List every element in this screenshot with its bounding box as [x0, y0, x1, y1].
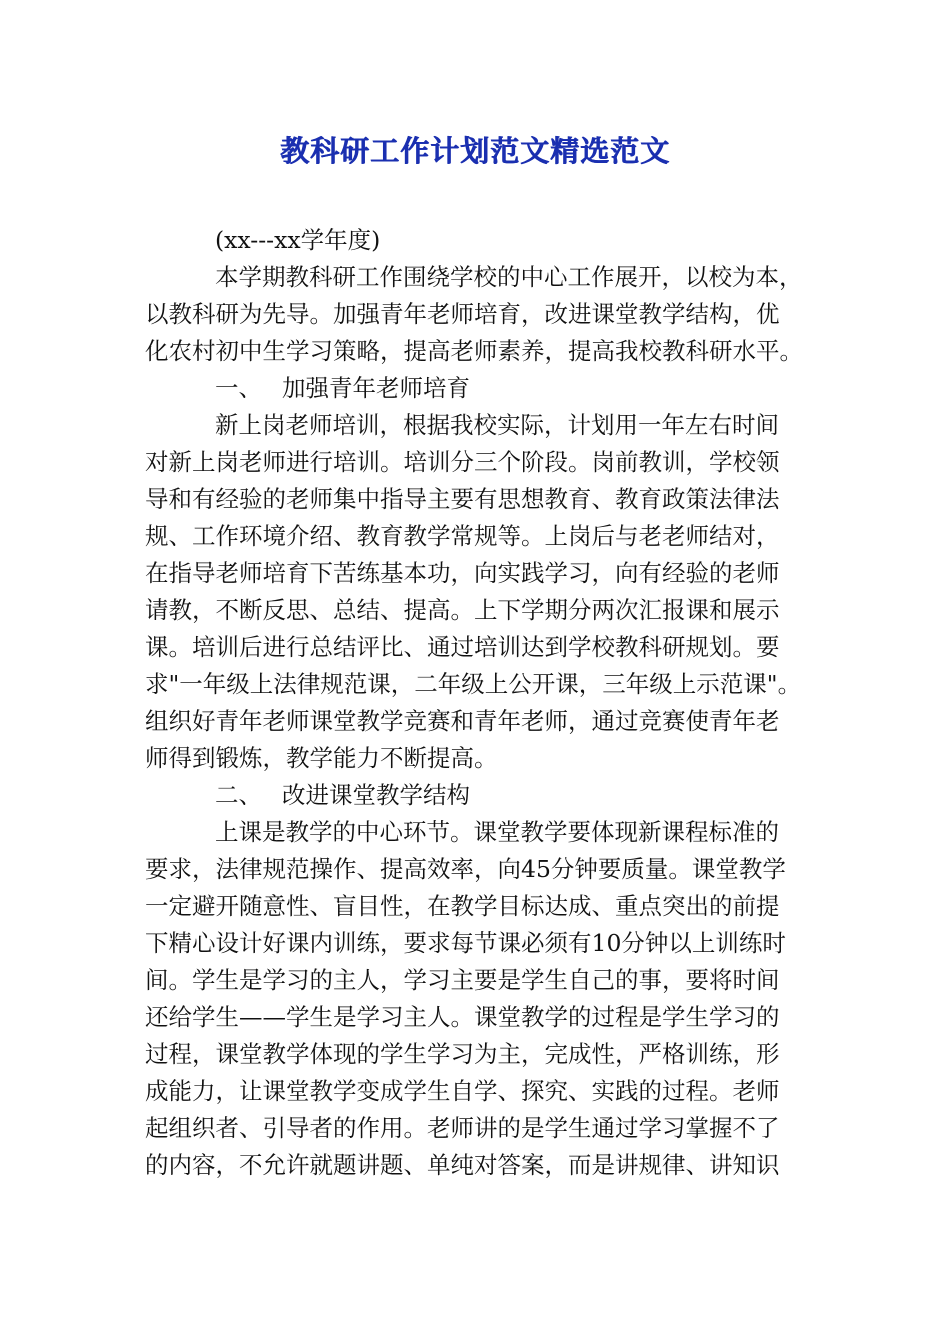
- paragraph-line: 化农村初中生学习策略，提高老师素养，提高我校教科研水平。: [145, 337, 803, 365]
- section-heading-1: [145, 370, 805, 407]
- paragraph-line: 求"一年级上法律规范课，二年级上公开课，三年级上示范课"。: [145, 670, 802, 698]
- paragraph-line: 组织好青年老师课堂教学竞赛和青年老师，通过竞赛使青年老: [145, 707, 780, 735]
- paragraph-line: 规、工作环境介绍、教育教学常规等。上岗后与老老师结对，: [145, 522, 780, 550]
- section-heading-number: 二、: [215, 781, 262, 809]
- paragraph-line: 要求，法律规范操作、提高效率，向45分钟要质量。课堂教学: [145, 855, 786, 883]
- paragraph-line: 的内容，不允许就题讲题、单纯对答案，而是讲规律、讲知识: [145, 1151, 780, 1179]
- document-body: [145, 222, 805, 1184]
- paragraph-line: 成能力，让课堂教学变成学生自学、探究、实践的过程。老师: [145, 1077, 780, 1105]
- school-year-line: (xx---xx学年度): [215, 226, 381, 254]
- document-title: 教科研工作计划范文精选范文: [279, 134, 670, 168]
- paragraph-line: 以教科研为先导。加强青年老师培育，改进课堂教学结构，优: [145, 300, 780, 328]
- section-heading-text: 加强青年老师培育: [282, 374, 470, 402]
- paragraph-line: 上课是教学的中心环节。课堂教学要体现新课程标准的: [215, 818, 779, 846]
- paragraph-line: 下精心设计好课内训练，要求每节课必须有10分钟以上训练时: [145, 929, 786, 957]
- paragraph-line: 一定避开随意性、盲目性，在教学目标达成、重点突出的前提: [145, 892, 780, 920]
- paragraph-line: 师得到锻炼，教学能力不断提高。: [145, 744, 498, 772]
- paragraph-line: 新上岗老师培训，根据我校实际，计划用一年左右时间: [215, 411, 779, 439]
- section-heading-2: [145, 777, 805, 814]
- paragraph-line: 课。培训后进行总结评比、通过培训达到学校教科研规划。要: [145, 633, 780, 661]
- paragraph-line: 在指导老师培育下苦练基本功，向实践学习，向有经验的老师: [145, 559, 780, 587]
- paragraph-line: 起组织者、引导者的作用。老师讲的是学生通过学习掌握不了: [145, 1114, 780, 1142]
- section-heading-number: 一、: [215, 374, 262, 402]
- paragraph-line: 过程，课堂教学体现的学生学习为主，完成性，严格训练，形: [145, 1040, 780, 1068]
- section-heading-text: 改进课堂教学结构: [282, 781, 470, 809]
- paragraph-line: 请教，不断反思、总结、提高。上下学期分两次汇报课和展示: [145, 596, 780, 624]
- paragraph-line: 还给学生——学生是学习主人。课堂教学的过程是学生学习的: [145, 1003, 780, 1031]
- paragraph-line: 导和有经验的老师集中指导主要有思想教育、教育政策法律法: [145, 485, 780, 513]
- paragraph-line: 对新上岗老师进行培训。培训分三个阶段。岗前教训，学校领: [145, 448, 780, 476]
- paragraph-line: 本学期教科研工作围绕学校的中心工作展开，以校为本，: [215, 263, 803, 291]
- paragraph-line: 间。学生是学习的主人，学习主要是学生自己的事，要将时间: [145, 966, 780, 994]
